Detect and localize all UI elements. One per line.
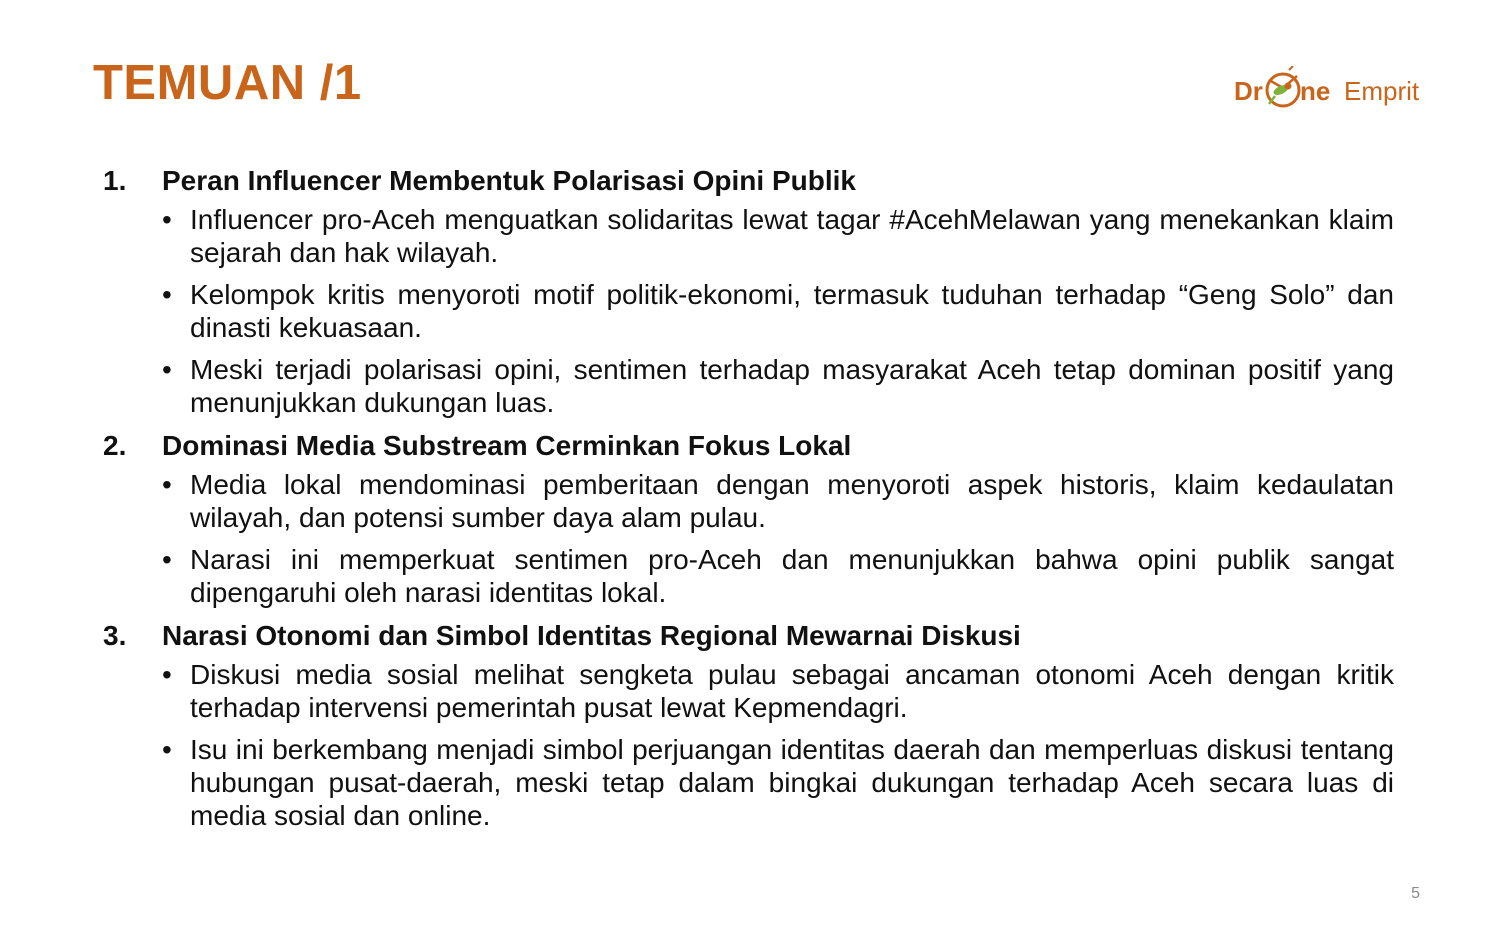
findings-list xyxy=(103,163,1394,841)
bullet-marker: • xyxy=(162,544,172,575)
bullet-marker: • xyxy=(162,734,172,765)
finding-title: Peran Influencer Membentuk Polarisasi Opini Publik xyxy=(162,165,856,196)
finding-1 xyxy=(103,163,1394,419)
bullet-item xyxy=(103,733,1394,832)
bullet-item xyxy=(103,203,1394,269)
bullet-item xyxy=(103,543,1394,609)
finding-2 xyxy=(103,428,1394,609)
bullet-list xyxy=(103,658,1394,832)
bullet-item xyxy=(103,658,1394,724)
finding-heading xyxy=(103,428,1394,463)
bullet-marker: • xyxy=(162,354,172,385)
finding-number: 2. xyxy=(103,430,127,461)
bullet-text: Isu ini berkembang menjadi simbol perjuangan identitas daerah dan memperluas diskusi tentang hubungan pusat-daerah, meski tetap dalam bingkai dukungan terhadap Aceh secara luas di media sosial dan online. xyxy=(190,734,1394,831)
finding-heading xyxy=(103,618,1394,653)
bullet-text: Meski terjadi polarisasi opini, sentimen terhadap masyarakat Aceh tetap dominan positif yang menunjukkan dukungan luas. xyxy=(190,354,1394,418)
page-number: 5 xyxy=(1411,885,1420,902)
bullet-marker: • xyxy=(162,204,172,235)
finding-title: Narasi Otonomi dan Simbol Identitas Regional Mewarnai Diskusi xyxy=(162,620,1021,651)
finding-heading xyxy=(103,163,1394,198)
bullet-text: Narasi ini memperkuat sentimen pro-Aceh dan menunjukkan bahwa opini publik sangat dipengaruhi oleh narasi identitas lokal. xyxy=(190,544,1394,608)
finding-number: 3. xyxy=(103,620,127,651)
bullet-item xyxy=(103,278,1394,344)
bullet-item xyxy=(103,353,1394,419)
logo-text-dr: Dr xyxy=(1234,76,1263,106)
bullet-list xyxy=(103,203,1394,419)
finding-title: Dominasi Media Substream Cerminkan Fokus Lokal xyxy=(162,430,852,461)
bullet-text: Kelompok kritis menyoroti motif politik-ekonomi, termasuk tuduhan terhadap “Geng Solo” dan dinasti kekuasaan. xyxy=(190,279,1394,343)
slide-title: TEMUAN /1 xyxy=(93,56,362,110)
bullet-list xyxy=(103,468,1394,609)
bullet-text: Media lokal mendominasi pemberitaan dengan menyoroti aspek historis, klaim kedaulatan wilayah, dan potensi sumber daya alam pulau. xyxy=(190,469,1394,533)
drone-emprit-logo-icon xyxy=(1263,66,1303,114)
bullet-text: Influencer pro-Aceh menguatkan solidaritas lewat tagar #AcehMelawan yang menekankan klaim sejarah dan hak wilayah. xyxy=(190,204,1394,268)
bullet-marker: • xyxy=(162,659,172,690)
bullet-item xyxy=(103,468,1394,534)
bullet-text: Diskusi media sosial melihat sengketa pulau sebagai ancaman otonomi Aceh dengan kritik terhadap intervensi pemerintah pusat lewat Kepmendagri. xyxy=(190,659,1394,723)
finding-number: 1. xyxy=(103,165,127,196)
finding-3 xyxy=(103,618,1394,832)
bullet-marker: • xyxy=(162,469,172,500)
drone-emprit-logo xyxy=(1232,66,1442,124)
logo-text-emprit: Emprit xyxy=(1344,76,1420,106)
logo-text-ne: ne xyxy=(1300,76,1331,106)
bullet-marker: • xyxy=(162,279,172,310)
